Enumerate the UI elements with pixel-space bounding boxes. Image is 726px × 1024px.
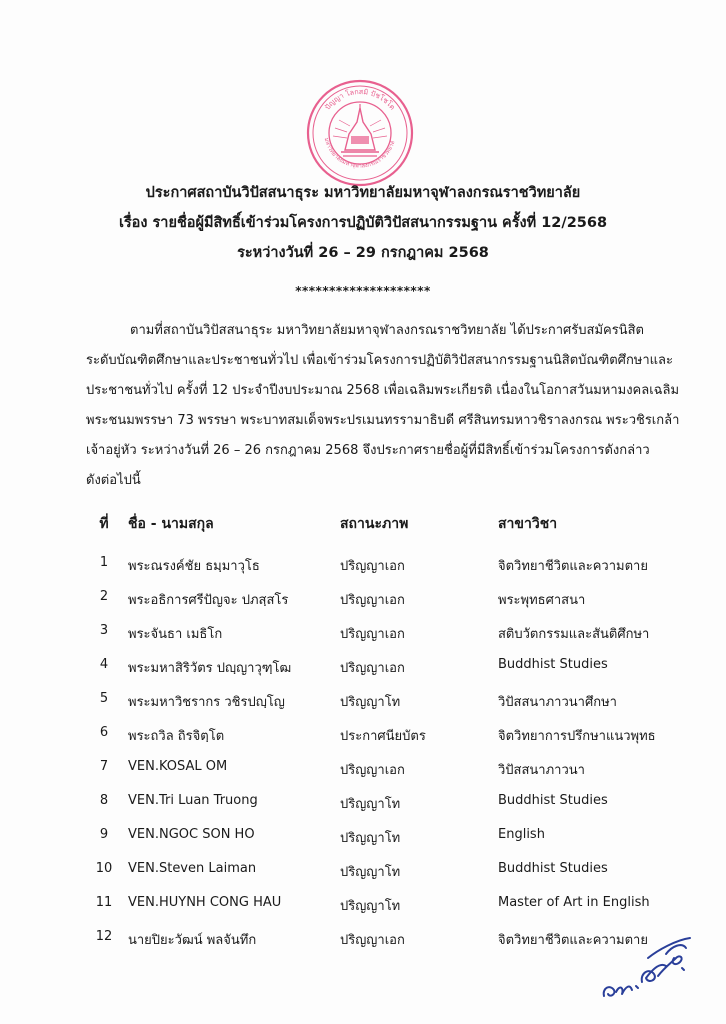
column-header-field: สาขาวิชา (498, 516, 558, 532)
row-number: 7 (99, 759, 109, 774)
row-name: VEN.Tri Luan Truong (128, 793, 258, 808)
row-name: พระจันธา เมธิโก (128, 627, 223, 642)
row-number: 5 (99, 691, 109, 706)
row-status: ปริญญาเอก (340, 559, 405, 574)
row-field: Master of Art in English (498, 895, 650, 910)
row-name: พระมหาสิริวัตร ปญฺญาวุฑฺโฒ (128, 661, 292, 676)
separator-stars: ******************** (295, 284, 431, 298)
row-field: พระพุทธศาสนา (498, 593, 586, 608)
row-status: ปริญญาเอก (340, 627, 405, 642)
row-name: นายปิยะวัฒน์ พลจันทึก (128, 933, 257, 948)
row-number: 8 (99, 793, 109, 808)
announcement-subject: เรื่อง รายชื่อผู้มีสิทธิ์เข้าร่วมโครงการปฏิบัติวิปัสสนากรรมฐาน ครั้งที่ 12/2568 (118, 215, 608, 231)
row-field: จิตวิทยาการปรึกษาแนวพุทธ (498, 729, 656, 744)
row-name: พระมหาวิชรากร วชิรปญฺโญ (128, 695, 285, 710)
row-status: ปริญญาโท (340, 695, 401, 710)
body-line-5: เจ้าอยู่หัว ระหว่างวันที่ 26 – 26 กรกฎาคม 2568 จึงประกาศรายชื่อผู้ที่มีสิทธิ์เข้าร่วมโครงการดังกล่าว (86, 443, 650, 458)
row-field: วิปัสสนาภาวนา (498, 763, 585, 778)
row-field: Buddhist Studies (498, 657, 608, 672)
row-status: ปริญญาโท (340, 797, 401, 812)
row-field: Buddhist Studies (498, 793, 608, 808)
row-field: จิตวิทยาชีวิตและความตาย (498, 933, 648, 948)
row-name: VEN.KOSAL OM (128, 759, 228, 774)
row-status: ปริญญาเอก (340, 933, 405, 948)
column-header-status: สถานะภาพ (340, 516, 409, 532)
announcement-date-range: ระหว่างวันที่ 26 – 29 กรกฎาคม 2568 (237, 245, 489, 261)
row-status: ปริญญาโท (340, 899, 401, 914)
row-number: 11 (95, 895, 113, 910)
row-field: จิตวิทยาชีวิตและความตาย (498, 559, 648, 574)
row-status: ปริญญาเอก (340, 593, 405, 608)
row-name: พระณรงค์ชัย ธมฺมาวุโธ (128, 559, 260, 574)
row-name: พระถวิล ถิรจิตฺโต (128, 729, 225, 744)
body-line-3: ประชาชนทั่วไป ครั้งที่ 12 ประจำปีงบประมาณ 2568 เพื่อเฉลิมพระเกียรติ เนื่องในโอกาสวันมหามงคลเฉลิม (86, 383, 680, 398)
row-status: ปริญญาเอก (340, 763, 405, 778)
row-status: ปริญญาโท (340, 865, 401, 880)
column-header-no: ที่ (99, 516, 109, 532)
seal-ring-text: มหาวิทยาลัยมหาจุฬาลงกรณราชวิทยาลั (322, 137, 397, 170)
body-line-2: ระดับบัณฑิตศึกษาและประชาชนทั่วไป เพื่อเข้าร่วมโครงการปฏิบัติวิปัสสนากรรมฐานนิสิตบัณฑิตศึกษาและ (86, 353, 674, 368)
row-number: 2 (99, 589, 109, 604)
announcement-title: ประกาศสถาบันวิปัสสนาธุระ มหาวิทยาลัยมหาจุฬาลงกรณราชวิทยาลัย (145, 185, 581, 201)
row-field: Buddhist Studies (498, 861, 608, 876)
row-number: 1 (99, 555, 109, 570)
row-field: English (498, 827, 545, 842)
column-header-name: ชื่อ - นามสกุล (128, 516, 214, 532)
row-number: 4 (99, 657, 109, 672)
seal-motto: ปัญญา โลกสมิ ปัชโชโต (322, 86, 398, 112)
row-number: 10 (95, 861, 113, 876)
row-status: ประกาศนียบัตร (340, 729, 426, 744)
row-status: ปริญญาเอก (340, 661, 405, 676)
university-seal-icon (305, 78, 415, 188)
signature-icon (596, 918, 696, 1008)
row-status: ปริญญาโท (340, 831, 401, 846)
row-name: VEN.Steven Laiman (128, 861, 257, 876)
row-field: วิปัสสนาภาวนาศึกษา (498, 695, 617, 710)
row-name: พระอธิการศรีปัญจะ ปภสฺสโร (128, 593, 289, 608)
body-line-6: ดังต่อไปนี้ (86, 473, 141, 488)
row-number: 3 (99, 623, 109, 638)
body-line-1: ตามที่สถาบันวิปัสสนาธุระ มหาวิทยาลัยมหาจุฬาลงกรณราชวิทยาลัย ได้ประกาศรับสมัครนิสิต (130, 323, 644, 338)
row-name: VEN.HUYNH CONG HAU (128, 895, 282, 910)
row-name: VEN.NGOC SON HO (128, 827, 255, 842)
row-number: 12 (95, 929, 113, 944)
row-number: 9 (99, 827, 109, 842)
row-field: สติบวัตกรรมและสันติศึกษา (498, 627, 650, 642)
body-line-4: พระชนมพรรษา 73 พรรษา พระบาทสมเด็จพระปรเมนทรรามาธิบดี ศรีสินทรมหาวชิราลงกรณ พระวชิรเกล้า (86, 413, 680, 428)
row-number: 6 (99, 725, 109, 740)
